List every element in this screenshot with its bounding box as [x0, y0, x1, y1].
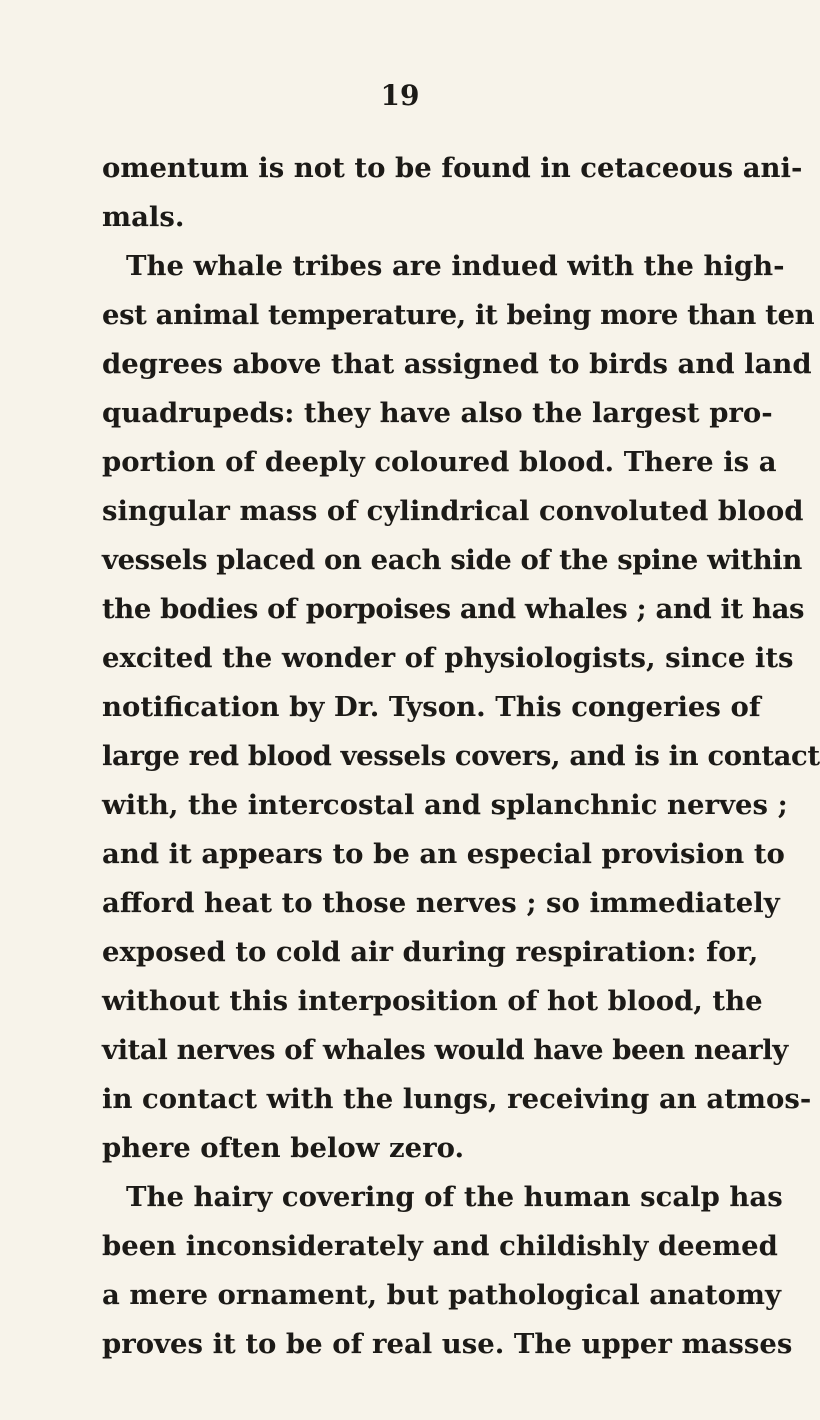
- text-line: proves it to be of real use. The upper masses: [102, 1328, 793, 1360]
- text-line: The whale tribes are indued with the high-: [126, 250, 785, 282]
- text-line: and it appears to be an especial provision to: [102, 838, 785, 870]
- text-line: quadrupeds: they have also the largest pro-: [102, 397, 773, 429]
- text-line: mals.: [102, 201, 185, 233]
- text-line: a mere ornament, but pathological anatomy: [102, 1279, 782, 1311]
- text-line: singular mass of cylindrical convoluted blood: [102, 495, 804, 527]
- text-line: afford heat to those nerves ; so immediately: [102, 887, 780, 919]
- text-line: exposed to cold air during respiration: for,: [102, 936, 759, 968]
- text-line: The hairy covering of the human scalp has: [126, 1181, 783, 1213]
- text-line: excited the wonder of physiologists, since its: [102, 642, 794, 674]
- text-line: been inconsiderately and childishly deemed: [102, 1230, 778, 1262]
- text-line: notification by Dr. Tyson. This congeries of: [102, 691, 761, 723]
- page-number: 19: [380, 79, 420, 112]
- text-line: large red blood vessels covers, and is in contact: [102, 740, 820, 772]
- text-line: degrees above that assigned to birds and land: [102, 348, 812, 380]
- text-line: phere often below zero.: [102, 1132, 465, 1164]
- text-line: vessels placed on each side of the spine within: [102, 544, 802, 576]
- text-line: omentum is not to be found in cetaceous ani-: [102, 152, 803, 184]
- text-line: without this interposition of hot blood, the: [102, 985, 763, 1017]
- body-text: [102, 144, 820, 1369]
- text-line: portion of deeply coloured blood. There is a: [102, 446, 777, 478]
- text-line: est animal temperature, it being more than ten: [102, 299, 815, 331]
- text-line: vital nerves of whales would have been nearly: [102, 1034, 788, 1066]
- text-line: with, the intercostal and splanchnic nerves ;: [102, 789, 788, 821]
- text-line: in contact with the lungs, receiving an atmos-: [102, 1083, 812, 1115]
- text-line: the bodies of porpoises and whales ; and it has: [102, 593, 805, 625]
